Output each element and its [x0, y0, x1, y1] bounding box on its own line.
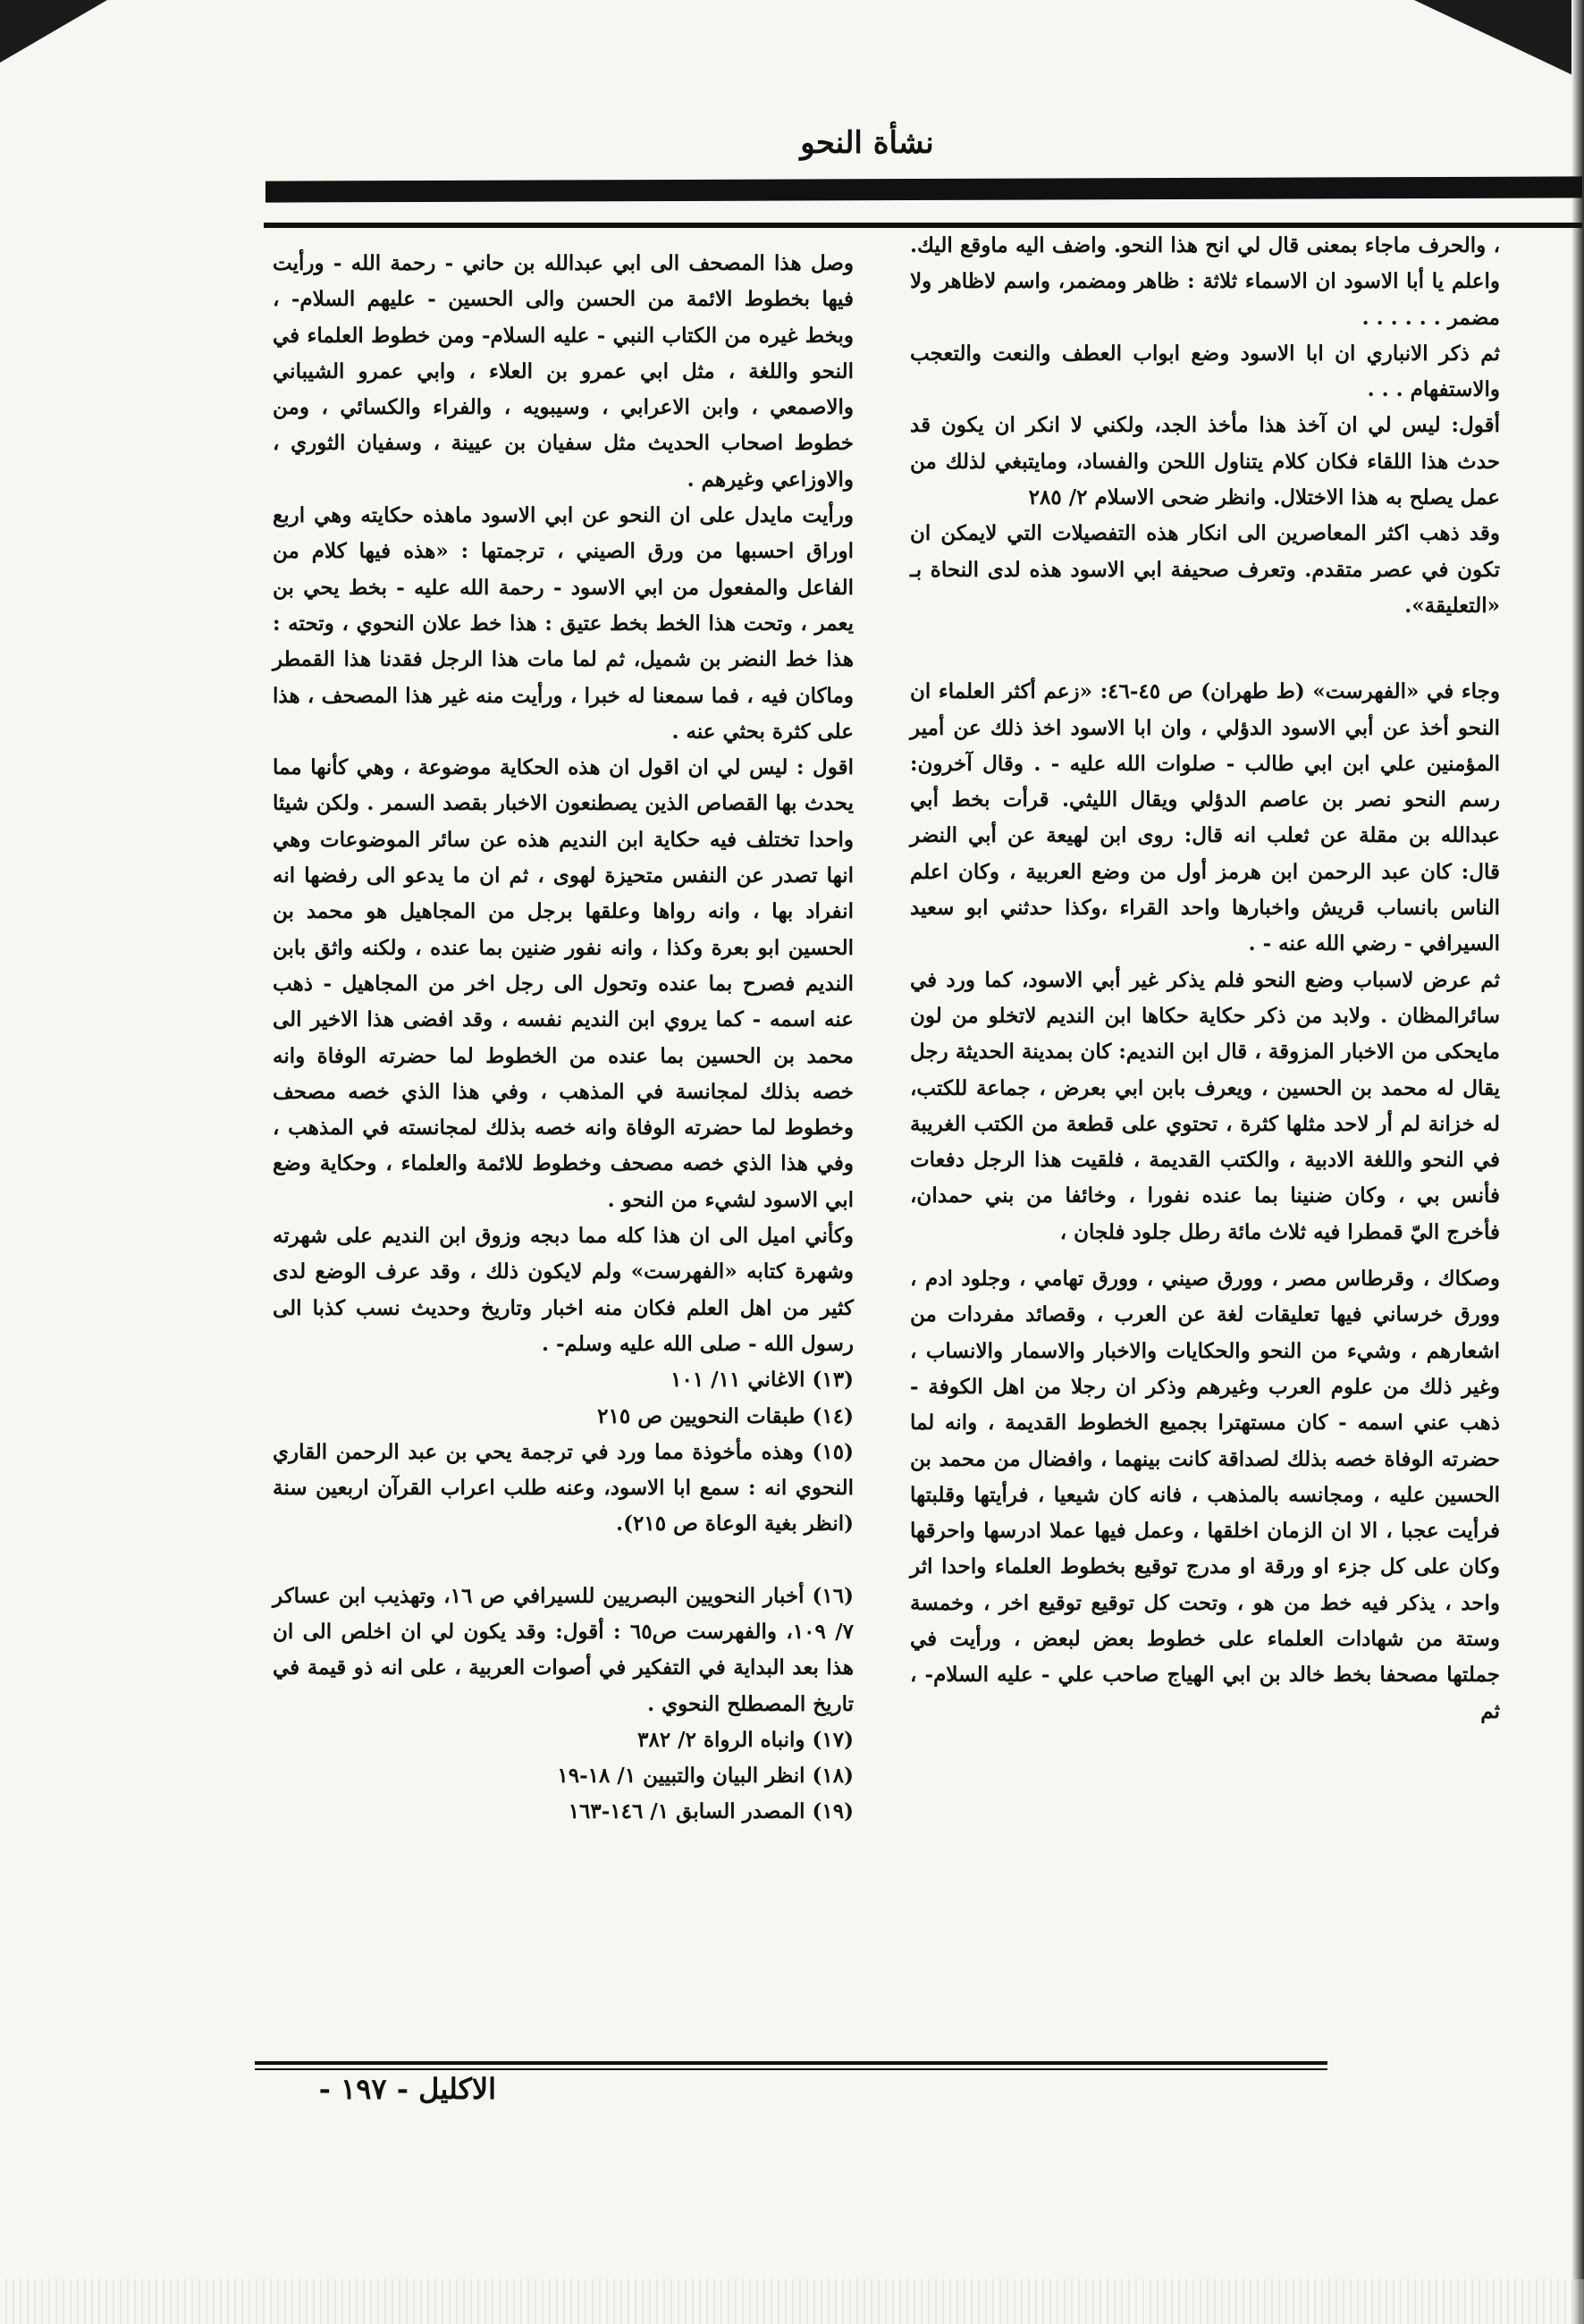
- footnote: (١٣) الاغاني ١١/ ١٠١: [670, 1368, 854, 1393]
- paragraph: وجاء في «الفهرست» (ط طهران) ص ٤٥-٤٦: «زعم أكثر العلماء ان النحو أخذ عن أبي الاسود الدؤلي ، وان ابا الاسود اخذ ذلك عن أمير المؤمنين علي ابن ابي طالب - صلوات الله عليه - . وقال آخرون: رسم النحو نصر بن عاصم الدؤلي ويقال الليثي. قرأت بخط أبي عبدالله بن مقلة عن ثعلب انه قال: روى ابن لهيعة عن أبي النضر قال: كان عبد الرحمن ابن هرمز أول من وضع العربية ، وكان اعلم الناس بانساب قريش واخبارها واحد القراء ،وكذا حدثني ابو سعيد السيرافي - رضي الله عنه - .: [910, 679, 1500, 956]
- paragraph: وقد ذهب اكثر المعاصرين الى انكار هذه التفصيلات التي لايمكن ان تكون في عصر متقدم. وتعرف صحيفة ابي الاسود هذه لدى النحاة بـ «التعليقة».: [910, 521, 1500, 618]
- footnote: (١٩) المصدر السابق ١/ ١٤٦-١٦٣: [568, 1799, 854, 1824]
- footnote: (١٤) طبقات النحويين ص ٢١٥: [597, 1403, 854, 1428]
- footer-rule-thin: [255, 2068, 1327, 2070]
- scan-corner-shadow-left: [0, 0, 107, 63]
- scan-bottom-noise: [0, 2279, 1584, 2324]
- paragraph: وصكاك ، وقرطاس مصر ، وورق صيني ، وورق تهامي ، وجلود ادم ، وورق خرساني فيها تعليقات لغة عن العرب ، وقصائد مفردات من اشعارهم ، وشيء من النحو والحكايات والاخبار والاسمار والانساب ، وغير ذلك من علوم العرب وغيرهم وذكر ان رجلا من اهل الكوفة - ذهب عني اسمه - كان مستهترا بجميع الخطوط القديمة ، وانه لما حضرته الوفاة خصه بذلك لصداقة كانت بينهما ، وافضال من محمد بن الحسين عليه ، ومجانسه بالمذهب ، فانه كان شيعيا ، فرأيتها وقلبتها فرأيت عجبا ، الا ان الزمان اخلقها ، وعمل فيها عملا ادرسها واحرقها وكان على كل جزء او ورقة او مدرج توقيع بخطوط العلماء واحدا اثر واحد ، يذكر فيه خط من هو ، وتحت كل توقيع توقيع اخر ، وخمسة وستة من شهادات العلماء على خطوط بعض لبعض ، ورأيت في جملتها مصحفا بخط خالد بن ابي الهياج صاحب علي - عليه السلام- ، ثم: [910, 1267, 1500, 1723]
- footnote: (١٧) وانباه الرواة ٢/ ٣٨٢: [637, 1727, 854, 1752]
- footer-rule: [255, 2061, 1327, 2065]
- paragraph: ، والحرف ماجاء بمعنى قال لي انح هذا النحو. واضف اليه ماوقع اليك. واعلم يا أبا الاسود ان الاسماء ثلاثة : ظاهر ومضمر، واسم لاظاهر ولا مضمر . . . . . .: [910, 233, 1500, 330]
- paragraph: ثم ذكر الانباري ان ابا الاسود وضع ابواب العطف والنعت والتعجب والاستفهام . . .: [910, 341, 1500, 402]
- page-footer-label: الاكليل - ١٩٧ -: [318, 2072, 496, 2106]
- right-text-column: [910, 228, 1500, 1730]
- paragraph: ثم عرض لاسباب وضع النحو فلم يذكر غير أبي الاسود، كما ورد في سائرالمظان . ولابد من ذكر حكاية حكاها ابن النديم لاتخلو من لون مايحكى من الاخبار المزوقة ، قال ابن النديم: كان بمدينة الحديثة رجل يقال له محمد بن الحسين ، ويعرف بابن ابي بعرض ، جماعة للكتب، له خزانة لم أر لاحد مثلها كثرة ، تحتوي على قطعة من الكتب الغريبة في النحو واللغة الادبية ، والكتب القديمة ، فلقيت هذا الرجل دفعات فأنس بي ، وكان ضنينا بما عنده نفورا ، وخائفا من بني حمدان، فأخرج اليّ قمطرا فيه ثلاث مائة رطل جلود فلجان ،: [910, 967, 1500, 1244]
- scan-corner-shadow-right: [1414, 0, 1584, 80]
- paragraph: ورأيت مايدل على ان النحو عن ابي الاسود ماهذه حكايته وهي اربع اوراق احسبها من ورق الصيني ، ترجمتها : «هذه فيها كلام من الفاعل والمفعول من ابي الاسود - رحمة الله عليه - بخط يحي بن يعمر ، وتحت هذا الخط بخط عتيق : هذا خط علان النحوي ، وتحته : هذا خط النضر بن شميل، ثم لما مات هذا الرجل فقدنا هذا القمطر وماكان فيه ، فما سمعنا له خبرا ، ورأيت منه غير هذا المصحف ، هذا على كثرة بحثي عنه .: [273, 503, 854, 744]
- paragraph: أقول: ليس لي ان آخذ هذا مأخذ الجد، ولكني لا انكر ان يكون قد حدث هذا اللقاء فكان كلام يتناول اللحن والفساد، ومايتبغي لذلك من عمل يصلح به هذا الاختلال. وانظر ضحى الاسلام ٢/ ٢٨٥: [910, 413, 1500, 510]
- footnote: (١٥) وهذه مأخوذة مما ورد في ترجمة يحي بن عبد الرحمن القاري النحوي انه : سمع ابا الاسود، وعنه طلب اعراب القرآن اربعين سنة (انظر بغية الوعاة ص ٢١٥).: [273, 1439, 854, 1537]
- paragraph: وصل هذا المصحف الى ابي عبدالله بن حاني - رحمة الله - ورأيت فيها بخطوط الائمة من الحسن والى الحسين - عليهم السلام- ، وبخط غيره من الكتاب النبي - عليه السلام- ومن خطوط العلماء في النحو واللغة ، مثل ابي عمرو بن العلاء ، وابي عمرو الشيباني والاصمعي ، وابن الاعرابي ، وسيبويه ، والفراء والكسائي ، ومن خطوط اصحاب الحديث مثل سفيان بن عيينة ، وسفيان الثوري ، والاوزاعي وغيرهم .: [273, 251, 854, 492]
- paragraph: وكأني اميل الى ان هذا كله مما دبجه وزوق ابن النديم على شهرته وشهرة كتابه «الفهرست» ولم لايكون ذلك ، وقد عرف الوضع لدى كثير من اهل العلم فكان منه اخبار وتاريخ وحديث نسب كذبا الى رسول الله - صلى الله عليه وسلم- .: [273, 1224, 854, 1356]
- paragraph: اقول : ليس لي ان اقول ان هذه الحكاية موضوعة ، وهي كأنها مما يحدث بها القصاص الذين يصطنعون الاخبار بقصد السمر . ولكن شيئا واحدا تختلف فيه حكاية ابن النديم هذه عن سائر الموضوعات وهي انها تصدر عن النفس متحيزة لهوى ، ثم ان ما يدعو الى رفضها انه انفراد بها ، وانه رواها وعلقها برجل من المجاهيل هو محمد بن الحسين ابو بعرة وكذا ، وانه نفور ضنين بما عنده ، ولكنه واثق بابن النديم فصرح بما عنده وتحول الى رجل اخر من المجاهيل - ذهب عنه اسمه - كما يروي ابن النديم نفسه ، وقد افضى هذا الاخير الى محمد بن الحسين بما عنده من الخطوط لما حضرته الوفاة وانه خصه بذلك لمجانسة في المذهب ، وفي هذا الذي خصه مصحف وخطوط لما حضرته الوفاة وانه خصه بذلك لمجانسته في المذهب ، وفي هذا الذي خصه مصحف وخطوط للائمة والعلماء ، وحكاية وضع ابي الاسود لشيء من النحو .: [273, 755, 854, 1212]
- running-title: نشأة النحو: [800, 125, 934, 161]
- left-text-column: [273, 246, 854, 1831]
- footnote: (١٦) أخبار النحويين البصريين للسيرافي ص ١٦، وتهذيب ابن عساكر ٧/ ١٠٩، والفهرست ص٦٥ : أقول: وقد يكون لي ان اخلص الى ان هذا بعد البداية في التفكير في أصوات العربية ، على انه ذو قيمة في تاريخ المصطلح النحوي .: [273, 1583, 854, 1716]
- footnote: (١٨) انظر البيان والتبيين ١/ ١٨-١٩: [557, 1764, 854, 1789]
- header-rule-thick: [265, 176, 1582, 202]
- scan-edge-shadow: [1571, 0, 1584, 2324]
